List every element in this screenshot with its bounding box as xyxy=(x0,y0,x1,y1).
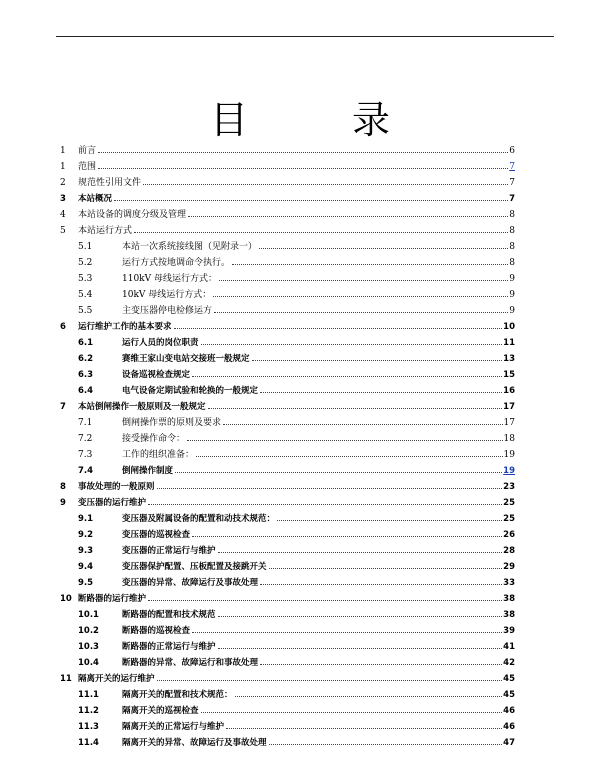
toc-entry-number: 6.3 xyxy=(78,370,94,380)
toc-leader-dots xyxy=(259,247,508,249)
toc-leader-dots xyxy=(188,215,508,217)
toc-entry-label: 本站倒闸操作一般原则及一般规定 xyxy=(78,402,206,412)
toc-entry-number: 2 xyxy=(60,178,66,188)
toc-entry-label: 运行人员的岗位职责 xyxy=(122,338,199,348)
toc-entry-label: 10kV 母线运行方式： xyxy=(122,290,212,300)
toc-entry[interactable] xyxy=(60,684,515,700)
toc-leader-dots xyxy=(260,583,502,585)
toc-entry-number: 10.2 xyxy=(78,626,99,636)
toc-leader-dots xyxy=(175,471,502,473)
toc-leader-dots xyxy=(148,503,502,505)
toc-entry-page[interactable]: 19 xyxy=(503,466,515,476)
toc-entry[interactable] xyxy=(60,268,515,284)
toc-leader-dots xyxy=(252,359,503,361)
toc-entry-label: 变压器的巡视检查 xyxy=(122,530,191,540)
table-of-contents xyxy=(60,140,515,748)
toc-entry-number: 9.2 xyxy=(78,530,94,540)
toc-leader-dots xyxy=(235,695,503,697)
toc-entry[interactable] xyxy=(60,396,515,412)
toc-entry-page: 29 xyxy=(503,562,515,572)
toc-entry[interactable] xyxy=(60,524,515,540)
toc-entry-number: 7 xyxy=(60,402,66,412)
toc-entry[interactable] xyxy=(60,444,515,460)
toc-entry-number: 5 xyxy=(60,226,66,236)
toc-entry-page: 15 xyxy=(503,370,515,380)
toc-entry-number: 10.3 xyxy=(78,642,99,652)
toc-entry-page: 7 xyxy=(509,178,515,188)
toc-leader-dots xyxy=(269,743,503,745)
toc-entry-label: 倒闸操作制度 xyxy=(122,466,174,476)
toc-entry[interactable] xyxy=(60,364,515,380)
toc-entry-number: 11.3 xyxy=(78,722,99,732)
toc-leader-dots xyxy=(174,327,503,329)
toc-entry-page: 42 xyxy=(503,658,515,668)
toc-leader-dots xyxy=(192,535,502,537)
toc-entry-number: 10 xyxy=(60,594,72,604)
toc-entry[interactable] xyxy=(60,188,515,204)
toc-leader-dots xyxy=(157,487,503,489)
toc-entry[interactable] xyxy=(60,428,515,444)
toc-entry-label: 变压器及附属设备的配置和动技术规范： xyxy=(122,514,276,524)
toc-entry-page: 9 xyxy=(509,274,515,284)
toc-entry-number: 11.4 xyxy=(78,738,99,748)
toc-entry-page: 17 xyxy=(503,418,515,428)
toc-entry-label: 赛维王家山变电站交接班一般规定 xyxy=(122,354,250,364)
toc-entry[interactable] xyxy=(60,652,515,668)
toc-entry-label: 隔离开关的异常、故障运行及事故处理 xyxy=(122,738,267,748)
toc-entry-page: 18 xyxy=(503,434,515,444)
toc-entry-page: 11 xyxy=(503,338,515,348)
toc-leader-dots xyxy=(218,647,503,649)
toc-entry-page: 46 xyxy=(503,722,515,732)
toc-entry-page: 17 xyxy=(503,402,515,412)
toc-leader-dots xyxy=(134,231,508,233)
toc-entry-page[interactable]: 7 xyxy=(509,162,515,172)
toc-entry-number: 8 xyxy=(60,482,66,492)
toc-entry-label: 断路器的配置和技术规范 xyxy=(122,610,216,620)
toc-entry[interactable] xyxy=(60,556,515,572)
toc-entry-number: 9.5 xyxy=(78,578,94,588)
toc-entry-number: 5.1 xyxy=(78,242,93,252)
toc-entry-label: 变压器的运行维护 xyxy=(78,498,147,508)
toc-entry-number: 7.2 xyxy=(78,434,93,444)
toc-entry[interactable] xyxy=(60,620,515,636)
toc-entry-number: 7.1 xyxy=(78,418,93,428)
toc-entry-label: 本站一次系统接线图（见附录一） xyxy=(122,242,258,252)
toc-entry-label: 本站设备的调度分级及管理 xyxy=(78,210,187,220)
toc-entry-page: 8 xyxy=(509,210,515,220)
toc-entry-number: 1 xyxy=(60,146,66,156)
toc-entry-page: 8 xyxy=(509,242,515,252)
toc-entry[interactable] xyxy=(60,604,515,620)
toc-entry-number: 7.3 xyxy=(78,450,93,460)
toc-entry-page: 10 xyxy=(503,322,515,332)
page-title: 目 录 xyxy=(209,98,437,142)
toc-entry[interactable] xyxy=(60,300,515,316)
toc-leader-dots xyxy=(98,151,508,153)
toc-entry-page: 6 xyxy=(509,146,515,156)
toc-entry-page: 45 xyxy=(503,690,515,700)
toc-entry-page: 13 xyxy=(503,354,515,364)
toc-entry[interactable] xyxy=(60,140,515,156)
toc-entry-label: 接受操作命令： xyxy=(122,434,186,444)
toc-entry[interactable] xyxy=(60,236,515,252)
toc-entry-page: 38 xyxy=(503,594,515,604)
toc-leader-dots xyxy=(196,455,503,457)
toc-entry-page: 8 xyxy=(509,258,515,268)
toc-leader-dots xyxy=(218,551,503,553)
toc-entry[interactable] xyxy=(60,220,515,236)
toc-entry-page: 38 xyxy=(503,610,515,620)
toc-entry-label: 变压器保护配置、压板配置及接跳开关 xyxy=(122,562,267,572)
toc-entry[interactable] xyxy=(60,156,515,172)
toc-entry-label: 前言 xyxy=(78,146,97,156)
toc-entry-number: 9 xyxy=(60,498,66,508)
toc-entry-number: 11 xyxy=(60,674,72,684)
toc-entry-label: 断路器的运行维护 xyxy=(78,594,147,604)
toc-entry-label: 隔离开关的正常运行与维护 xyxy=(122,722,225,732)
toc-entry-number: 11.1 xyxy=(78,690,99,700)
toc-entry-page: 28 xyxy=(503,546,515,556)
toc-entry-page: 26 xyxy=(503,530,515,540)
toc-leader-dots xyxy=(277,519,502,521)
toc-entry[interactable] xyxy=(60,252,515,268)
toc-leader-dots xyxy=(213,295,508,297)
toc-leader-dots xyxy=(98,167,508,169)
header-rule xyxy=(56,36,554,37)
toc-entry-number: 6.2 xyxy=(78,354,94,364)
toc-entry-label: 断路器的正常运行与维护 xyxy=(122,642,216,652)
toc-leader-dots xyxy=(219,279,508,281)
toc-entry-label: 本站概况 xyxy=(78,194,113,204)
toc-entry[interactable] xyxy=(60,716,515,732)
toc-entry-number: 5.5 xyxy=(78,306,93,316)
toc-entry-label: 变压器的异常、故障运行及事故处理 xyxy=(122,578,259,588)
toc-leader-dots xyxy=(214,311,508,313)
toc-entry-label: 隔离开关的运行维护 xyxy=(78,674,155,684)
toc-entry[interactable] xyxy=(60,492,515,508)
toc-entry-page: 19 xyxy=(503,450,515,460)
toc-entry-label: 工作的组织准备： xyxy=(122,450,195,460)
toc-leader-dots xyxy=(201,711,503,713)
toc-leader-dots xyxy=(192,375,502,377)
toc-entry[interactable] xyxy=(60,284,515,300)
toc-entry-number: 6.4 xyxy=(78,386,94,396)
toc-entry[interactable] xyxy=(60,460,515,476)
toc-entry[interactable] xyxy=(60,572,515,588)
toc-leader-dots xyxy=(226,727,502,729)
toc-entry-number: 3 xyxy=(60,194,66,204)
toc-entry-label: 断路器的巡视检查 xyxy=(122,626,191,636)
toc-entry-page: 23 xyxy=(503,482,515,492)
toc-leader-dots xyxy=(260,391,502,393)
toc-entry-page: 7 xyxy=(509,194,515,204)
toc-entry-number: 1 xyxy=(60,162,66,172)
toc-entry-label: 范围 xyxy=(78,162,97,172)
toc-entry-label: 事故处理的一般原则 xyxy=(78,482,155,492)
toc-entry-page: 33 xyxy=(503,578,515,588)
toc-entry-page: 9 xyxy=(509,290,515,300)
toc-entry[interactable] xyxy=(60,540,515,556)
toc-entry[interactable] xyxy=(60,204,515,220)
toc-entry-label: 隔离开关的配置和技术规范： xyxy=(122,690,233,700)
toc-entry-page: 45 xyxy=(503,674,515,684)
toc-entry-label: 电气设备定期试验和轮换的一般规定 xyxy=(122,386,259,396)
toc-entry-page: 16 xyxy=(503,386,515,396)
toc-entry-page: 9 xyxy=(509,306,515,316)
toc-entry-number: 4 xyxy=(60,210,66,220)
toc-entry-number: 5.2 xyxy=(78,258,93,268)
toc-entry[interactable] xyxy=(60,380,515,396)
toc-leader-dots xyxy=(208,407,503,409)
toc-leader-dots xyxy=(269,567,503,569)
toc-entry-label: 设备巡视检查规定 xyxy=(122,370,191,380)
toc-leader-dots xyxy=(143,183,508,185)
toc-entry[interactable] xyxy=(60,316,515,332)
toc-entry-label: 规范性引用文件 xyxy=(78,178,142,188)
toc-entry[interactable] xyxy=(60,172,515,188)
toc-entry-label: 本站运行方式 xyxy=(78,226,133,236)
toc-entry-label: 主变压器停电检修运方 xyxy=(122,306,213,316)
toc-entry-number: 11.2 xyxy=(78,706,99,716)
toc-entry-label: 断路器的异常、故障运行和事故处理 xyxy=(122,658,259,668)
toc-entry-number: 6.1 xyxy=(78,338,94,348)
toc-entry-page: 8 xyxy=(509,226,515,236)
toc-entry[interactable] xyxy=(60,588,515,604)
toc-leader-dots xyxy=(114,199,508,201)
toc-entry[interactable] xyxy=(60,332,515,348)
toc-entry-label: 倒闸操作票的原则及要求 xyxy=(122,418,222,428)
toc-leader-dots xyxy=(201,343,503,345)
toc-entry-label: 变压器的正常运行与维护 xyxy=(122,546,216,556)
toc-entry[interactable] xyxy=(60,732,515,748)
toc-entry-page: 46 xyxy=(503,706,515,716)
toc-entry-page: 47 xyxy=(503,738,515,748)
toc-entry-page: 25 xyxy=(503,498,515,508)
toc-leader-dots xyxy=(187,439,503,441)
toc-entry-number: 9.4 xyxy=(78,562,94,572)
toc-entry-number: 7.4 xyxy=(78,466,94,476)
toc-entry-number: 5.3 xyxy=(78,274,93,284)
toc-entry-label: 110kV 母线运行方式： xyxy=(122,274,217,284)
toc-entry-label: 隔离开关的巡视检查 xyxy=(122,706,199,716)
toc-entry[interactable] xyxy=(60,636,515,652)
toc-entry[interactable] xyxy=(60,412,515,428)
toc-entry-label: 运行方式按地调命令执行。 xyxy=(122,258,231,268)
toc-entry[interactable] xyxy=(60,700,515,716)
toc-leader-dots xyxy=(232,263,508,265)
toc-entry[interactable] xyxy=(60,476,515,492)
toc-entry-number: 9.1 xyxy=(78,514,94,524)
toc-entry-number: 9.3 xyxy=(78,546,94,556)
toc-leader-dots xyxy=(260,663,502,665)
toc-entry-number: 6 xyxy=(60,322,66,332)
toc-entry-number: 10.4 xyxy=(78,658,99,668)
toc-entry[interactable] xyxy=(60,508,515,524)
toc-entry-number: 10.1 xyxy=(78,610,99,620)
toc-entry[interactable] xyxy=(60,668,515,684)
toc-leader-dots xyxy=(192,631,502,633)
toc-entry-page: 25 xyxy=(503,514,515,524)
toc-entry-label: 运行维护工作的基本要求 xyxy=(78,322,172,332)
toc-leader-dots xyxy=(223,423,503,425)
toc-entry-number: 5.4 xyxy=(78,290,93,300)
toc-leader-dots xyxy=(157,679,503,681)
toc-entry-page: 41 xyxy=(503,642,515,652)
toc-entry[interactable] xyxy=(60,348,515,364)
toc-leader-dots xyxy=(218,615,503,617)
toc-leader-dots xyxy=(148,599,502,601)
toc-entry-page: 39 xyxy=(503,626,515,636)
